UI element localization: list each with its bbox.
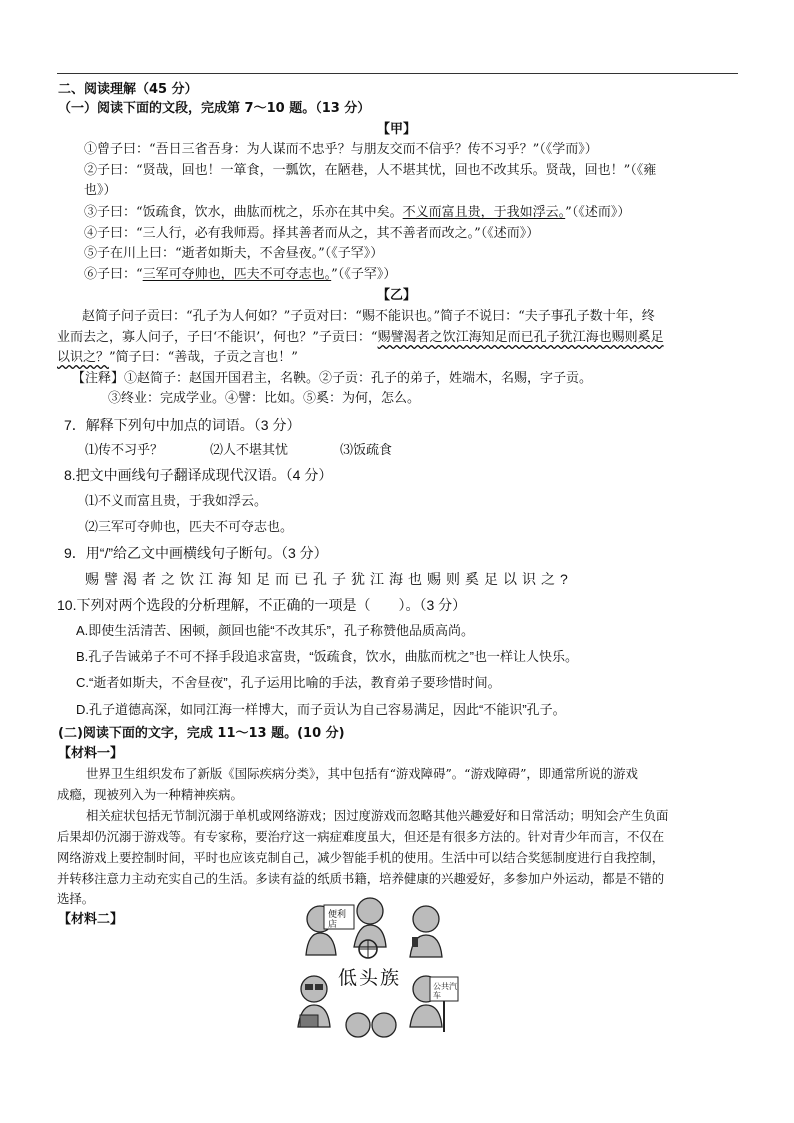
- q8-title: 8.把文中画线句子翻译成现代汉语。（4 分）: [64, 467, 333, 483]
- q10-option-c: C.“逝者如斯夫，不舍昼夜”，孔子运用比喻的手法，教育弟子要珍惜时间。: [76, 675, 501, 690]
- q7-b: ⑵人不堪其忧: [210, 442, 289, 457]
- material-1-p2-l4: 并转移注意力主动充实自己的生活。多读有益的纸质书籍，培养健康的兴趣爱好，多参加户外运动，都是不错的: [57, 871, 665, 886]
- yi-note-2: ③终业：完成学业。④譬：比如。⑤奚：为何，怎么。: [108, 391, 421, 406]
- jia-item-3: [84, 205, 630, 221]
- q8-b: ⑵三军可夺帅也，匹夫不可夺志也。: [85, 519, 294, 534]
- illustration-center-label: 低头族: [338, 967, 402, 989]
- phubber-illustration: [292, 897, 462, 1052]
- jia-item-6: [84, 267, 396, 283]
- yi-note-1: 【注释】①赵简子：赵国开国君主，名鞅。②子贡：孔子的弟子，姓端木，名赐，字子贡。: [72, 371, 593, 386]
- yi-line-2-pre: 业而去之，寡人问子，子曰‘不能识’，何也？”子贡曰：“: [57, 330, 378, 345]
- q7-a: ⑴传不习乎？: [85, 442, 164, 457]
- jia-item-6-pre: ⑥子曰：“: [84, 267, 143, 282]
- q9-text: 赐譬渴者之饮江海知足而已孔子犹江海也赐则奚足以识之?: [85, 571, 573, 587]
- q10-title: 10.下列对两个选段的分析理解，不正确的一项是（ ）。（3 分）: [57, 597, 467, 613]
- material-1-p2-l3: 网络游戏上要控制时间，平时也应该克制自己，减少智能手机的使用。生活中可以结合奖惩制度进行自我控制，: [57, 850, 665, 865]
- material-1-p1-l2: 成瘾，现被列入为一种精神疾病。: [57, 787, 243, 802]
- jia-item-3-pre: ③子曰：“饭疏食，饮水，曲肱而枕之，乐亦在其中矣。: [84, 205, 403, 220]
- q9-title: 9．用“/”给乙文中画横线句子断句。（3 分）: [64, 545, 328, 561]
- part2-title: (二)阅读下面的文字，完成 11～13 题。(10 分): [58, 726, 345, 741]
- jia-item-2-cont: 也》）: [84, 183, 117, 198]
- yi-line-1: 赵简子问子贡曰：“孔子为人何如？”子贡对曰：“赐不能识也。”简子不说曰：“夫子事孔子数十年，终: [82, 309, 655, 324]
- material-1-p2-l1: 相关症状包括无节制沉溺于单机或网络游戏；因过度游戏而忽略其他兴趣爱好和日常活动；明知会产生负面: [86, 808, 669, 823]
- part1-title: （一）阅读下面的文段，完成第 7～10 题。（13 分）: [58, 101, 371, 116]
- jia-item-3-post: ”（《述而》）: [565, 205, 631, 220]
- shop-sign-label: 便利店: [328, 910, 347, 930]
- jia-item-5: ⑤子在川上曰：“逝者如斯夫，不舍昼夜。”（《子罕》）: [84, 246, 384, 261]
- q10-option-b: B.孔子告诫弟子不可不择手段追求富贵，“饭疏食，饮水，曲肱而枕之”也一样让人快乐。: [76, 649, 578, 664]
- jia-item-6-post: ”（《子罕》）: [331, 267, 397, 282]
- q7-title: 7．解释下列句中加点的词语。（3 分）: [64, 417, 301, 433]
- material-1-p2-l2: 后果却仍沉溺于游戏等。有专家称，要治疗这一病症难度虽大，但还是有很多方法的。针对青少年而言，不仅在: [57, 829, 665, 844]
- q8-a: ⑴不义而富且贵，于我如浮云。: [85, 493, 268, 508]
- jia-item-2: ②子曰：“贤哉，回也！一箪食，一瓢饮，在陋巷，人不堪其忧，回也不改其乐。贤哉，回也！”（《雍: [84, 163, 657, 178]
- material-2-title: 【材料二】: [58, 912, 124, 927]
- q10-option-d: D.孔子道德高深，如同江海一样博大，而子贡认为自己容易满足，因此“不能识”孔子。: [76, 702, 566, 717]
- section-title: 二、阅读理解（45 分）: [58, 82, 198, 97]
- yi-line-3-underlined: 以识之？: [57, 350, 110, 365]
- bus-sign-label: 公共汽车: [433, 982, 457, 1000]
- q10-option-a: A.即使生活清苦、困顿，颜回也能“不改其乐”，孔子称赞他品质高尚。: [76, 623, 474, 638]
- header-rule: [57, 73, 738, 74]
- material-1-title: 【材料一】: [58, 746, 124, 761]
- material-1-p2-l5: 选择。: [57, 891, 95, 906]
- jia-item-1: ①曾子曰：“吾日三省吾身：为人谋而不忠乎？与朋友交而不信乎？传不习乎？”（《学而》）: [84, 142, 598, 157]
- yi-line-3-post: ”简子曰：“善哉，子贡之言也！”: [109, 350, 298, 365]
- q7-c: ⑶饭疏食: [340, 442, 393, 457]
- yi-line-2-underlined: 赐譬渴者之饮江海知足而已孔子犹江海也赐则奚足: [377, 330, 664, 345]
- material-1-p1-l1: 世界卫生组织发布了新版《国际疾病分类》，其中包括有“游戏障碍”。“游戏障碍”，即通常所说的游戏: [86, 766, 638, 781]
- yi-line-2: [57, 330, 664, 346]
- yi-line-3: [57, 350, 298, 366]
- jia-heading: 【甲】: [377, 122, 417, 137]
- jia-item-3-underlined: 不义而富且贵，于我如浮云。: [402, 205, 566, 220]
- yi-heading: 【乙】: [377, 288, 417, 303]
- jia-item-4: ④子曰：“三人行，必有我师焉。择其善者而从之，其不善者而改之。”（《述而》）: [84, 226, 540, 241]
- jia-item-6-underlined: 三军可夺帅也，匹夫不可夺志也。: [142, 267, 332, 282]
